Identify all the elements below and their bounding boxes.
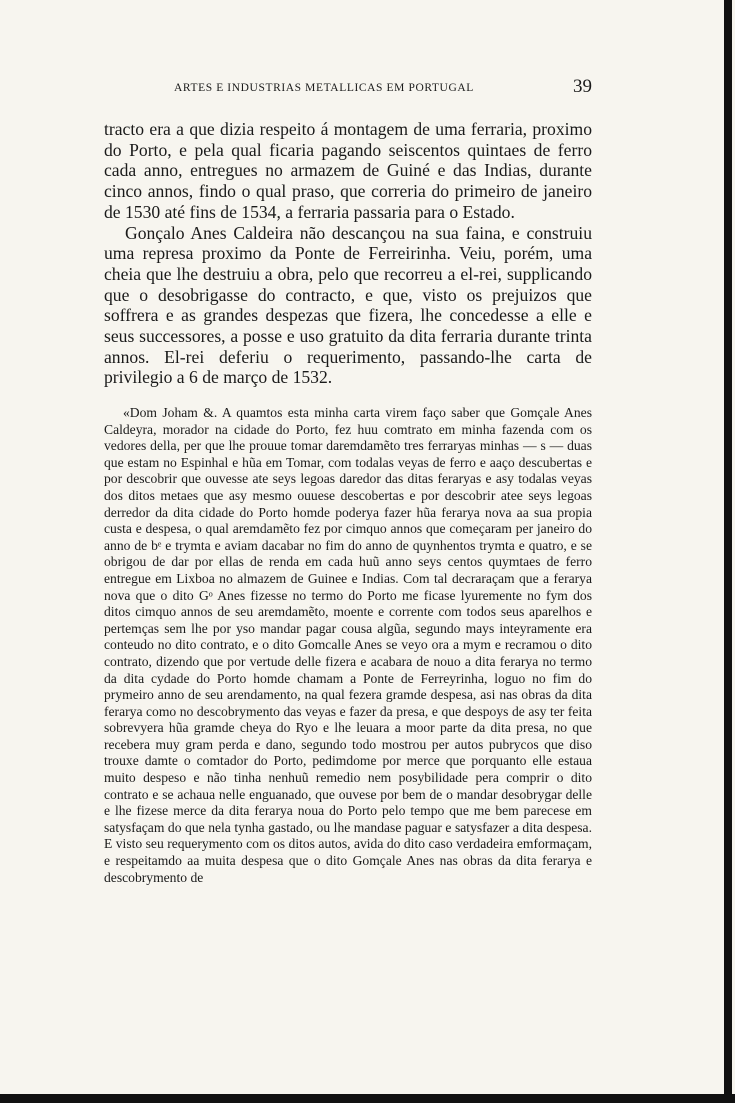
scan-border-right xyxy=(724,0,732,1103)
running-title: ARTES E INDUSTRIAS METALLICAS EM PORTUGAL xyxy=(174,82,474,94)
scan-border-bottom xyxy=(0,1094,735,1103)
quoted-document xyxy=(104,405,592,886)
paragraph: Gonçalo Anes Caldeira não descançou na sua faina, e construiu uma represa proximo da Ponte de Ferreirinha. Veiu, porém, uma cheia que lhe destruiu a obra, pelo que recorreu a el-rei, supplicando que o desobrigasse do contracto, e que, visto os prejuizos que soffrera e as grandes despezas que fizera, lhe concedesse a elle e seus successores, a posse e uso gratuito da dita ferraria durante trinta annos. El-rei deferiu o requerimento, passando-lhe carta de privilegio a 6 de março de 1532. xyxy=(104,222,592,388)
paragraph: tracto era a que dizia respeito á montagem de uma ferraria, proximo do Porto, e pela qual ficaria pagando seiscentos quintaes de ferro cada anno, entregues no armazem de Guiné e das Indias, durante cinco annos, findo o qual praso, que correria do primeiro de janeiro de 1530 até fins de 1534, a ferraria passaria para o Estado. xyxy=(104,119,592,222)
page-number: 39 xyxy=(573,76,592,97)
page-header xyxy=(104,76,592,104)
main-text xyxy=(104,119,592,388)
quote-text: «Dom Joham &. A quamtos esta minha carta virem faço saber que Gomçale Anes Caldeyra, morador na cidade do Porto, fez huu comtrato em minha fazenda com os vedores della, per que lhe prouue tomar daremdamẽto tres ferraryas minhas — s — duas que estam no Espinhal e hũa em Tomar, com todalas veyas de ferro e aaço descubertas e por descobrir que ouvesse ate seys legoas daredor das ditas feraryas e asy todalas veyas dos ditos metaes que asy mesmo ouuese descobertas e por descobrir atee seys legoas derredor da dita cidade do Porto homde poderya fazer hũa ferarya nova aa sua propia custa e despesa, o qual aremdamẽto fez por cimquo annos que começaram per janeiro do anno de bᵉ e trymta e aviam dacabar no fim do anno de quynhentos trymta e quatro, e se obrigou de dar por ellas de renda em cada huũ anno seys centos quymtaes de ferro entregue em Lixboa no almazem de Guinee e Indias. Com tal decraraçam que a ferarya nova que o dito Gᵒ Anes fizesse no termo do Porto me ficase lyuremente no fym dos ditos cimquo annos de seu aremdamẽto, moente e corrente com todos seus aparelhos e pertemças sem lhe por yso mandar pagar cousa algũa, segundo mays inteyramente era conteudo no dito contrato, e o dito Gomcalle Anes se veyo ora a mym e recramou o dito contrato, dizendo que por vertude delle fizera e acabara de nouo a dita ferarya no termo da dita cydade do Porto homde chamam a Ponte de Ferreyrinha, loguo no fim do prymeiro anno de seu arendamento, na qual fezera gramde despesa, asi nas obras da dita ferarya como no descobrymento das veyas e fazer da presa, e que despoys de asy ter feita sobrevyera hũa gramde cheya do Ryo e lhe leuara a moor parte da dita presa, no que recebera muy gram perda e dano, segundo todo mostrou per autos pubrycos que diso trouxe damte o comtador do Porto, pedimdome por merce que porquanto elle estaua muito despeso e não tinha nenhuũ remedio nem posybilidade pera comprir o dito contrato e se achaua nelle enguanado, que ouvese por bem de o mandar desobrygar delle e lhe fizese merce da dita ferarya noua do Porto pelo tempo que me bem parecese em satysfaçam do que nela tynha gastado, ou lhe mandase paguar e satysfazer a dita despesa. E visto seu requerymento com os ditos autos, avida do dito caso verdadeira emformaçam, e respeitamdo aa muita despesa que o dito Gomçale Anes nas obras da dita ferarya e descobrymento de xyxy=(104,405,592,885)
